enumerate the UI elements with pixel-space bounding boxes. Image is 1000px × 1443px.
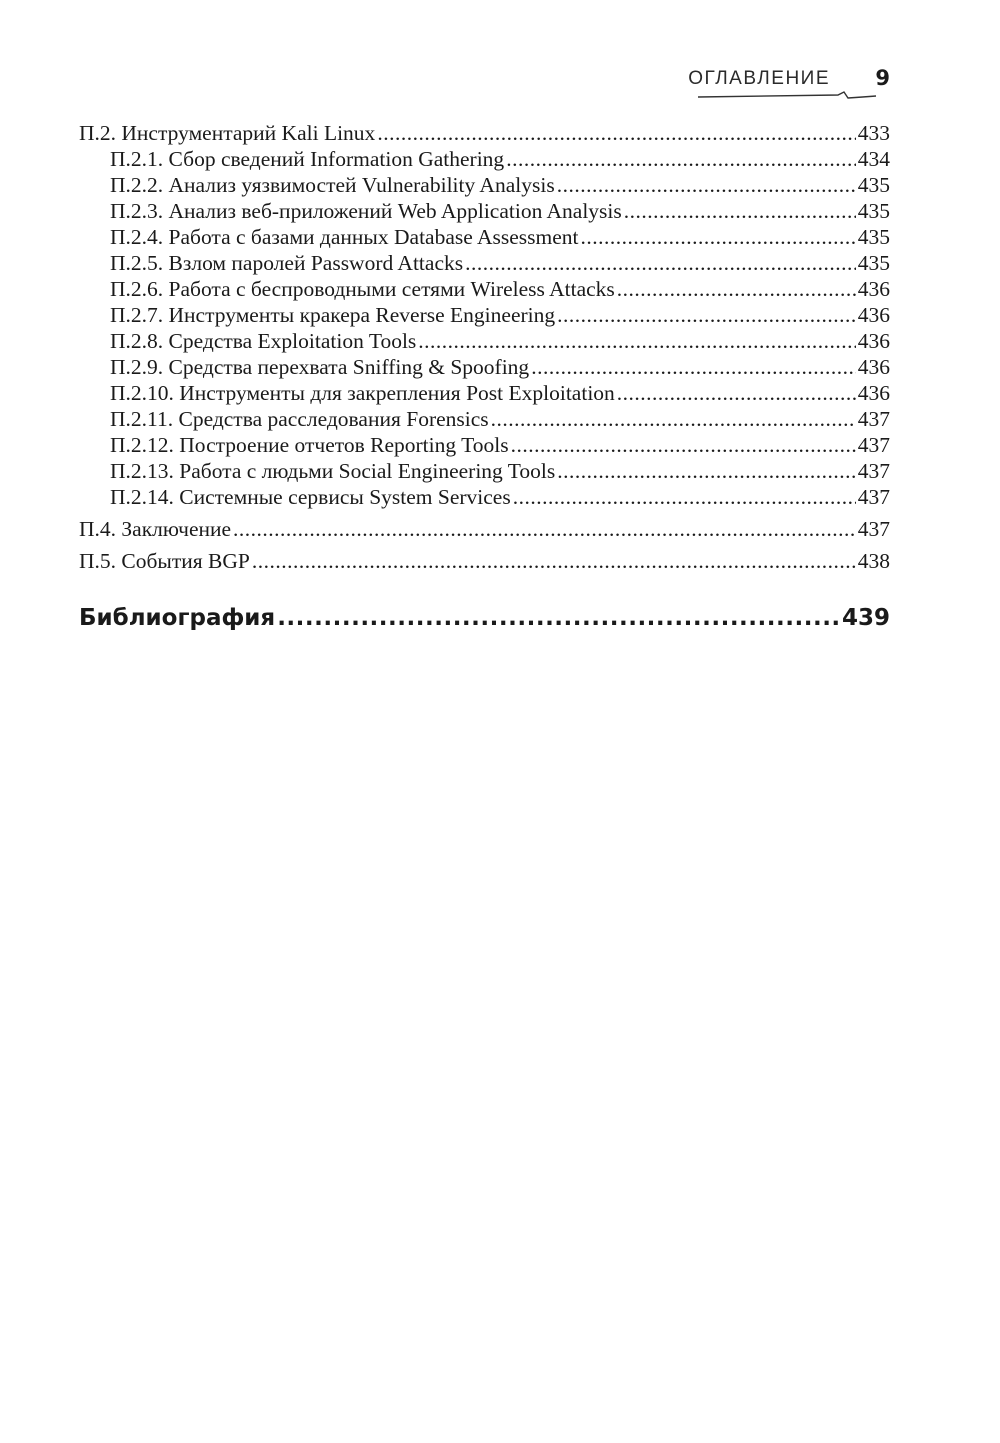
toc-leader-dots <box>617 276 856 302</box>
toc-entry-p2-10[interactable] <box>79 380 890 406</box>
toc-entry-page: 437 <box>857 459 890 483</box>
toc-leader-dots <box>513 484 856 510</box>
toc-entry-p2-3[interactable] <box>79 198 890 224</box>
toc-leader-dots <box>557 458 855 484</box>
toc-leader-dots <box>557 302 856 328</box>
toc-entry-page: 433 <box>857 121 890 145</box>
toc-leader-dots <box>277 602 840 634</box>
running-head <box>690 66 890 106</box>
toc-entry-title: П.4. Заключение <box>79 517 232 541</box>
toc-entry-title: П.2.2. Анализ уязвимостей Vulnerability Analysis <box>110 173 555 197</box>
toc-entry-p2-5[interactable] <box>79 250 890 276</box>
toc-entry-title: П.2. Инструментарий Kali Linux <box>79 121 376 145</box>
toc-entry-page: 437 <box>857 485 890 509</box>
toc-entry-p5[interactable] <box>79 548 890 574</box>
header-rule-ornament <box>698 90 878 102</box>
toc-entry-page: 436 <box>857 277 890 301</box>
toc-entry-title: П.2.6. Работа с беспроводными сетями Wireless Attacks <box>110 277 615 301</box>
toc-entry-p2-7[interactable] <box>79 302 890 328</box>
toc-entry-page: 435 <box>857 173 890 197</box>
toc-entry-title: П.2.7. Инструменты кракера Reverse Engineering <box>110 303 556 327</box>
toc-leader-dots <box>511 432 856 458</box>
toc-leader-dots <box>465 250 856 276</box>
toc-entry-p2-1[interactable] <box>79 146 890 172</box>
toc-entry-p2-6[interactable] <box>79 276 890 302</box>
toc-leader-dots <box>506 146 856 172</box>
toc-entry-title: П.2.14. Системные сервисы System Services <box>110 485 511 509</box>
toc-leader-dots <box>233 516 856 542</box>
toc-leader-dots <box>624 198 856 224</box>
table-of-contents <box>79 120 890 634</box>
toc-entry-page: 436 <box>857 355 890 379</box>
toc-entry-p2-11[interactable] <box>79 406 890 432</box>
toc-entry-page: 434 <box>857 147 890 171</box>
toc-leader-dots <box>557 172 856 198</box>
toc-entry-p2[interactable] <box>79 120 890 146</box>
toc-entry-title: П.2.5. Взлом паролей Password Attacks <box>110 251 464 275</box>
toc-entry-title: П.2.3. Анализ веб-приложений Web Application Analysis <box>110 199 622 223</box>
toc-entry-title: П.2.9. Средства перехвата Sniffing & Spoofing <box>110 355 530 379</box>
toc-leader-dots <box>581 224 856 250</box>
toc-leader-dots <box>418 328 855 354</box>
toc-leader-dots <box>491 406 856 432</box>
toc-entry-title: П.2.13. Работа с людьми Social Engineering Tools <box>110 459 556 483</box>
toc-entry-page: 439 <box>841 605 890 631</box>
toc-entry-title: П.2.11. Средства расследования Forensics <box>110 407 489 431</box>
toc-entry-title: П.2.10. Инструменты для закрепления Post Exploitation <box>110 381 615 405</box>
toc-entry-title: П.5. События BGP <box>79 549 250 573</box>
toc-entry-p2-12[interactable] <box>79 432 890 458</box>
toc-entry-page: 435 <box>857 199 890 223</box>
toc-entry-p4[interactable] <box>79 516 890 542</box>
toc-entry-p2-8[interactable] <box>79 328 890 354</box>
toc-leader-dots <box>617 380 856 406</box>
toc-entry-title: П.2.4. Работа с базами данных Database Assessment <box>110 225 579 249</box>
toc-leader-dots <box>531 354 856 380</box>
toc-entry-page: 435 <box>857 225 890 249</box>
toc-entry-title: П.2.12. Построение отчетов Reporting Tools <box>110 433 509 457</box>
toc-entry-title: Библиография <box>79 605 276 631</box>
toc-entry-page: 438 <box>857 549 890 573</box>
page-number: 9 <box>875 66 890 90</box>
toc-entry-bibliography[interactable] <box>79 602 890 634</box>
toc-entry-p2-14[interactable] <box>79 484 890 510</box>
toc-entry-page: 437 <box>857 517 890 541</box>
toc-entry-page: 436 <box>857 303 890 327</box>
toc-entry-title: П.2.8. Средства Exploitation Tools <box>110 329 417 353</box>
toc-entry-p2-2[interactable] <box>79 172 890 198</box>
toc-entry-page: 436 <box>857 381 890 405</box>
toc-entry-p2-9[interactable] <box>79 354 890 380</box>
toc-entry-p2-13[interactable] <box>79 458 890 484</box>
toc-entry-page: 437 <box>857 407 890 431</box>
toc-leader-dots <box>252 548 856 574</box>
toc-entry-p2-4[interactable] <box>79 224 890 250</box>
toc-leader-dots <box>377 120 855 146</box>
toc-entry-page: 437 <box>857 433 890 457</box>
toc-entry-page: 435 <box>857 251 890 275</box>
running-head-section-name: ОГЛАВЛЕНИЕ <box>688 68 830 89</box>
toc-entry-title: П.2.1. Сбор сведений Information Gathering <box>110 147 505 171</box>
toc-entry-page: 436 <box>857 329 890 353</box>
